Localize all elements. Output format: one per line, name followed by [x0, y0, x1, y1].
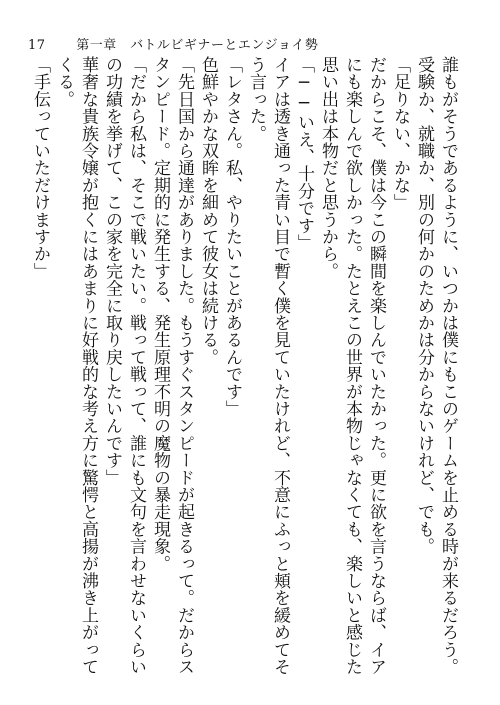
- paragraph-9: 「だから私は、そこで戦いたい。戦って戦って、誰にも文句を言わせないくらいの功績を挙げて、この家を完全に取り戻したいんです」: [102, 56, 146, 676]
- running-header: [28, 34, 318, 53]
- paragraph-7: 色鮮やかな双眸を細めて彼女は続ける。: [198, 56, 218, 366]
- paragraph-11: 「手伝っていただけますか」: [30, 56, 50, 280]
- page-number: 17: [28, 38, 46, 53]
- paragraph-2: 「足りない、かな」: [390, 56, 410, 211]
- paragraph-5: イアは透き通った青い目で暫く僕を見ていたけれど、不意にふっと頬を緩めてそう言った。: [246, 56, 290, 676]
- chapter-title: 第一章 バトルビギナーとエンジョイ勢: [76, 38, 319, 53]
- vertical-body-text: [28, 56, 460, 686]
- paragraph-10: 華奢な貴族令嬢が抱くにはあまりに好戦的な考え方に驚愕と高揚が沸き上がってくる。: [54, 56, 98, 676]
- paragraph-1: 誰もがそうであるように、いつかは僕にもこのゲームを止める時が来るだろう。受験か、就職か、別の何かのためかは分からないけれど、でも。: [414, 56, 458, 676]
- paragraph-8: 「先日国から通達がありました。もうすぐスタンピードが起きるって。だからスタンピード。定期的に発生する、発生原理不明の魔物の暴走現象。: [150, 56, 194, 676]
- paragraph-4: 「──いえ、十分です」: [294, 56, 314, 252]
- paragraph-6: 「レタさん。私、やりたいことがあるんです」: [222, 56, 242, 418]
- paragraph-3: だからこそ、僕は今この瞬間を楽しんでいたかった。更に欲を言うならば、イアにも楽しんで欲しかった。たとえこの世界が本物じゃなくても、楽しいと感じた思い出は本物だと思うから。: [318, 56, 386, 676]
